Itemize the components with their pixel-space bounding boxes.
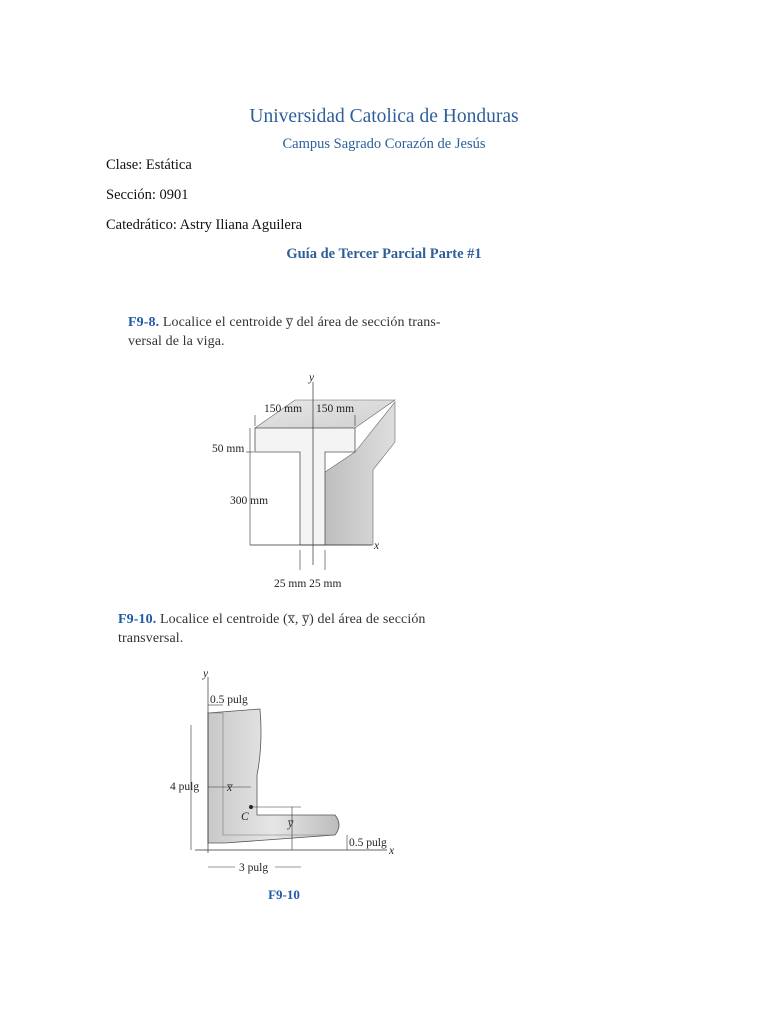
figure-caption: F9-10 [268, 887, 300, 902]
l-shape-body [208, 709, 339, 843]
guide-title: Guía de Tercer Parcial Parte #1 [286, 246, 482, 262]
section-line: Sección: 0901 [106, 187, 189, 203]
problem-text: Localice el centroide (x̅, y̅) del área de sección [159, 612, 426, 627]
centroid-label: C [241, 811, 249, 823]
dim-vertical-thickness: 0.5 pulg [210, 694, 248, 706]
t-beam-figure [200, 370, 430, 595]
class-line: Clase: Estática [106, 157, 192, 173]
dim-flange-thickness: 50 mm [212, 443, 245, 455]
problem-f9-8-statement [128, 313, 498, 351]
dim-width: 3 pulg [239, 862, 269, 874]
l-section-figure [165, 665, 415, 880]
dim-left-flange: 150 mm [264, 403, 303, 415]
campus-subtitle: Campus Sagrado Corazón de Jesús [282, 136, 486, 152]
problem-text-continued: transversal. [118, 631, 184, 646]
x-axis-label: x [389, 845, 395, 857]
x-axis-label: x [374, 540, 380, 552]
dim-height: 4 pulg [170, 781, 200, 793]
problem-number: F9-10. [118, 612, 157, 627]
ybar-label: y̅ [288, 818, 294, 830]
y-axis-label: y [203, 668, 209, 680]
problem-number: F9-8. [128, 315, 160, 330]
dim-web-width: 25 mm 25 mm [274, 578, 342, 590]
university-title: Universidad Catolica de Honduras [249, 106, 519, 127]
instructor-line: Catedrático: Astry Iliana Aguilera [106, 217, 303, 233]
y-axis-label: y [309, 372, 315, 384]
dim-horizontal-thickness: 0.5 pulg [349, 837, 387, 849]
problem-f9-10-statement [118, 610, 468, 648]
dim-web-height: 300 mm [230, 495, 269, 507]
problem-text: Localice el centroide y̅ del área de sección trans- [162, 315, 441, 330]
xbar-label: x̅ [227, 782, 233, 794]
problem-text-continued: versal de la viga. [128, 334, 225, 349]
dim-right-flange: 150 mm [316, 403, 355, 415]
